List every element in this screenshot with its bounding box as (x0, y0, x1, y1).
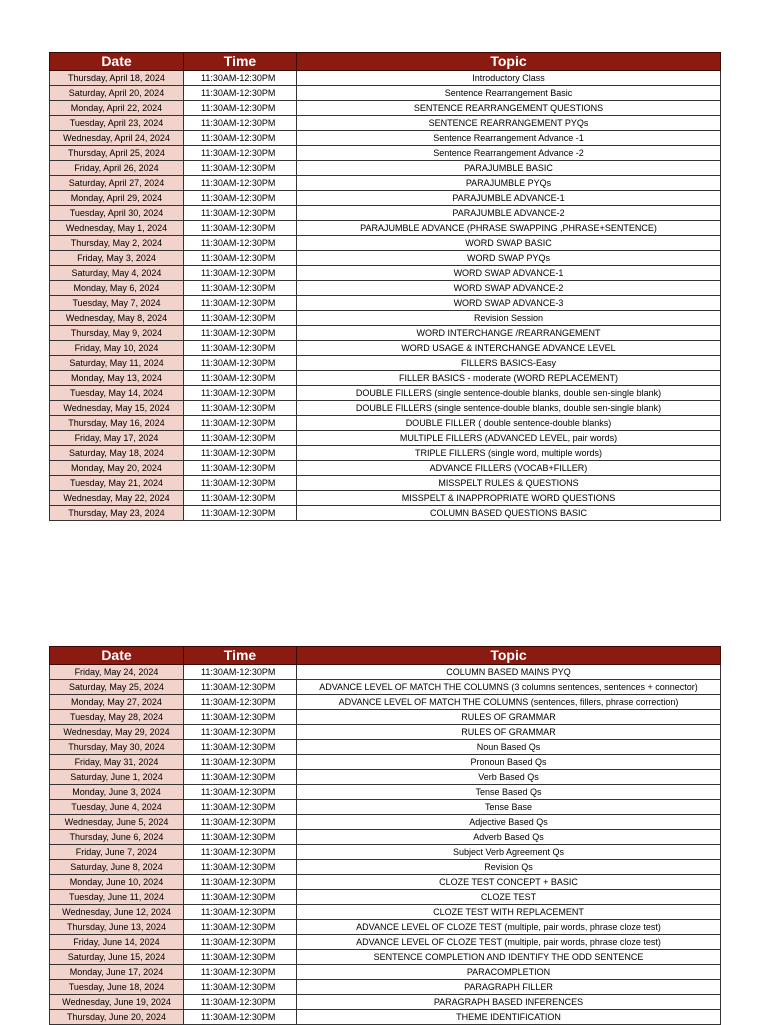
date-cell: Friday, June 14, 2024 (50, 935, 184, 950)
time-cell: 11:30AM-12:30PM (184, 191, 297, 206)
table-row (50, 116, 721, 131)
time-cell: 11:30AM-12:30PM (184, 356, 297, 371)
time-cell: 11:30AM-12:30PM (184, 755, 297, 770)
table-row (50, 710, 721, 725)
table-row (50, 371, 721, 386)
date-cell: Monday, May 6, 2024 (50, 281, 184, 296)
header-time: Time (184, 53, 297, 71)
date-cell: Monday, June 10, 2024 (50, 875, 184, 890)
date-cell: Tuesday, May 14, 2024 (50, 386, 184, 401)
topic-cell: WORD SWAP ADVANCE-3 (297, 296, 721, 311)
time-cell: 11:30AM-12:30PM (184, 665, 297, 680)
topic-cell: MISSPELT & INAPPROPRIATE WORD QUESTIONS (297, 491, 721, 506)
table-row (50, 356, 721, 371)
topic-cell: Revision Session (297, 311, 721, 326)
date-cell: Monday, May 27, 2024 (50, 695, 184, 710)
time-cell: 11:30AM-12:30PM (184, 71, 297, 86)
date-cell: Wednesday, May 15, 2024 (50, 401, 184, 416)
table-row (50, 890, 721, 905)
header-topic: Topic (297, 647, 721, 665)
time-cell: 11:30AM-12:30PM (184, 146, 297, 161)
topic-cell: Adverb Based Qs (297, 830, 721, 845)
date-cell: Monday, April 29, 2024 (50, 191, 184, 206)
table-row (50, 296, 721, 311)
time-cell: 11:30AM-12:30PM (184, 236, 297, 251)
time-cell: 11:30AM-12:30PM (184, 446, 297, 461)
time-cell: 11:30AM-12:30PM (184, 161, 297, 176)
table-row (50, 221, 721, 236)
time-cell: 11:30AM-12:30PM (184, 995, 297, 1010)
table-row (50, 725, 721, 740)
date-cell: Monday, April 22, 2024 (50, 101, 184, 116)
table-row (50, 446, 721, 461)
time-cell: 11:30AM-12:30PM (184, 206, 297, 221)
date-cell: Friday, May 24, 2024 (50, 665, 184, 680)
topic-cell: Tense Base (297, 800, 721, 815)
time-cell: 11:30AM-12:30PM (184, 116, 297, 131)
time-cell: 11:30AM-12:30PM (184, 785, 297, 800)
table-row (50, 965, 721, 980)
topic-cell: COLUMN BASED MAINS PYQ (297, 665, 721, 680)
date-cell: Saturday, April 20, 2024 (50, 86, 184, 101)
topic-cell: ADVANCE LEVEL OF CLOZE TEST (multiple, pair words, phrase cloze test) (297, 920, 721, 935)
topic-cell: Verb Based Qs (297, 770, 721, 785)
date-cell: Wednesday, June 5, 2024 (50, 815, 184, 830)
topic-cell: WORD SWAP PYQs (297, 251, 721, 266)
table-row (50, 935, 721, 950)
date-cell: Tuesday, April 23, 2024 (50, 116, 184, 131)
time-cell: 11:30AM-12:30PM (184, 680, 297, 695)
table-row (50, 860, 721, 875)
table-row (50, 740, 721, 755)
table-row (50, 506, 721, 521)
date-cell: Friday, June 7, 2024 (50, 845, 184, 860)
date-cell: Tuesday, June 18, 2024 (50, 980, 184, 995)
topic-cell: PARAGRAPH FILLER (297, 980, 721, 995)
date-cell: Tuesday, May 28, 2024 (50, 710, 184, 725)
date-cell: Thursday, May 30, 2024 (50, 740, 184, 755)
date-cell: Thursday, June 6, 2024 (50, 830, 184, 845)
topic-cell: RULES OF GRAMMAR (297, 725, 721, 740)
time-cell: 11:30AM-12:30PM (184, 506, 297, 521)
table-row (50, 401, 721, 416)
time-cell: 11:30AM-12:30PM (184, 476, 297, 491)
time-cell: 11:30AM-12:30PM (184, 326, 297, 341)
topic-cell: FILLERS BASICS-Easy (297, 356, 721, 371)
table-row (50, 281, 721, 296)
topic-cell: DOUBLE FILLERS (single sentence-double blanks, double sen-single blank) (297, 401, 721, 416)
topic-cell: WORD SWAP ADVANCE-1 (297, 266, 721, 281)
topic-cell: SENTENCE REARRANGEMENT PYQs (297, 116, 721, 131)
time-cell: 11:30AM-12:30PM (184, 431, 297, 446)
date-cell: Saturday, June 1, 2024 (50, 770, 184, 785)
time-cell: 11:30AM-12:30PM (184, 875, 297, 890)
topic-cell: SENTENCE REARRANGEMENT QUESTIONS (297, 101, 721, 116)
time-cell: 11:30AM-12:30PM (184, 221, 297, 236)
topic-cell: MULTIPLE FILLERS (ADVANCED LEVEL, pair words) (297, 431, 721, 446)
date-cell: Tuesday, June 4, 2024 (50, 800, 184, 815)
date-cell: Tuesday, April 30, 2024 (50, 206, 184, 221)
schedule-table-1 (49, 52, 721, 521)
date-cell: Saturday, June 8, 2024 (50, 860, 184, 875)
schedule-table-2 (49, 646, 721, 1025)
date-cell: Tuesday, May 21, 2024 (50, 476, 184, 491)
time-cell: 11:30AM-12:30PM (184, 845, 297, 860)
table-row (50, 995, 721, 1010)
header-date: Date (50, 53, 184, 71)
date-cell: Monday, June 17, 2024 (50, 965, 184, 980)
table-row (50, 206, 721, 221)
time-cell: 11:30AM-12:30PM (184, 401, 297, 416)
topic-cell: ADVANCE LEVEL OF CLOZE TEST (multiple, pair words, phrase cloze test) (297, 935, 721, 950)
table-row (50, 845, 721, 860)
topic-cell: Subject Verb Agreement Qs (297, 845, 721, 860)
date-cell: Wednesday, April 24, 2024 (50, 131, 184, 146)
time-cell: 11:30AM-12:30PM (184, 815, 297, 830)
table-row (50, 476, 721, 491)
table-row (50, 785, 721, 800)
topic-cell: PARAJUMBLE ADVANCE-2 (297, 206, 721, 221)
table-row (50, 146, 721, 161)
time-cell: 11:30AM-12:30PM (184, 341, 297, 356)
time-cell: 11:30AM-12:30PM (184, 266, 297, 281)
table-row (50, 491, 721, 506)
table-row (50, 755, 721, 770)
topic-cell: Sentence Rearrangement Advance -1 (297, 131, 721, 146)
table-row (50, 161, 721, 176)
time-cell: 11:30AM-12:30PM (184, 695, 297, 710)
table-row (50, 461, 721, 476)
table-row (50, 86, 721, 101)
topic-cell: COLUMN BASED QUESTIONS BASIC (297, 506, 721, 521)
date-cell: Wednesday, May 29, 2024 (50, 725, 184, 740)
table-row (50, 920, 721, 935)
header-time: Time (184, 647, 297, 665)
time-cell: 11:30AM-12:30PM (184, 251, 297, 266)
table-row (50, 251, 721, 266)
date-cell: Thursday, May 2, 2024 (50, 236, 184, 251)
time-cell: 11:30AM-12:30PM (184, 965, 297, 980)
topic-cell: Pronoun Based Qs (297, 755, 721, 770)
time-cell: 11:30AM-12:30PM (184, 371, 297, 386)
table-row (50, 665, 721, 680)
topic-cell: THEME IDENTIFICATION (297, 1010, 721, 1025)
time-cell: 11:30AM-12:30PM (184, 830, 297, 845)
date-cell: Monday, May 20, 2024 (50, 461, 184, 476)
table-header-row (50, 53, 721, 71)
date-cell: Thursday, May 9, 2024 (50, 326, 184, 341)
time-cell: 11:30AM-12:30PM (184, 296, 297, 311)
table-row (50, 311, 721, 326)
table-row (50, 695, 721, 710)
date-cell: Thursday, June 13, 2024 (50, 920, 184, 935)
time-cell: 11:30AM-12:30PM (184, 860, 297, 875)
date-cell: Saturday, May 25, 2024 (50, 680, 184, 695)
topic-cell: PARAJUMBLE PYQs (297, 176, 721, 191)
date-cell: Saturday, June 15, 2024 (50, 950, 184, 965)
date-cell: Saturday, May 18, 2024 (50, 446, 184, 461)
time-cell: 11:30AM-12:30PM (184, 740, 297, 755)
table-row (50, 101, 721, 116)
topic-cell: PARACOMPLETION (297, 965, 721, 980)
time-cell: 11:30AM-12:30PM (184, 311, 297, 326)
table-row (50, 815, 721, 830)
topic-cell: Introductory Class (297, 71, 721, 86)
topic-cell: WORD SWAP ADVANCE-2 (297, 281, 721, 296)
table-row (50, 131, 721, 146)
topic-cell: PARAGRAPH BASED INFERENCES (297, 995, 721, 1010)
time-cell: 11:30AM-12:30PM (184, 176, 297, 191)
time-cell: 11:30AM-12:30PM (184, 770, 297, 785)
date-cell: Wednesday, May 8, 2024 (50, 311, 184, 326)
table-row (50, 386, 721, 401)
table-row (50, 680, 721, 695)
date-cell: Saturday, May 11, 2024 (50, 356, 184, 371)
table-row (50, 830, 721, 845)
time-cell: 11:30AM-12:30PM (184, 725, 297, 740)
date-cell: Saturday, April 27, 2024 (50, 176, 184, 191)
table-row (50, 326, 721, 341)
time-cell: 11:30AM-12:30PM (184, 416, 297, 431)
date-cell: Monday, May 13, 2024 (50, 371, 184, 386)
date-cell: Friday, May 3, 2024 (50, 251, 184, 266)
time-cell: 11:30AM-12:30PM (184, 386, 297, 401)
date-cell: Friday, May 31, 2024 (50, 755, 184, 770)
table-header-row (50, 647, 721, 665)
date-cell: Friday, May 10, 2024 (50, 341, 184, 356)
topic-cell: RULES OF GRAMMAR (297, 710, 721, 725)
time-cell: 11:30AM-12:30PM (184, 935, 297, 950)
date-cell: Thursday, May 16, 2024 (50, 416, 184, 431)
topic-cell: PARAJUMBLE ADVANCE-1 (297, 191, 721, 206)
time-cell: 11:30AM-12:30PM (184, 86, 297, 101)
topic-cell: ADVANCE LEVEL OF MATCH THE COLUMNS (3 columns sentences, sentences + connector) (297, 680, 721, 695)
time-cell: 11:30AM-12:30PM (184, 905, 297, 920)
table-row (50, 431, 721, 446)
date-cell: Friday, April 26, 2024 (50, 161, 184, 176)
time-cell: 11:30AM-12:30PM (184, 890, 297, 905)
header-date: Date (50, 647, 184, 665)
time-cell: 11:30AM-12:30PM (184, 281, 297, 296)
time-cell: 11:30AM-12:30PM (184, 131, 297, 146)
topic-cell: CLOZE TEST WITH REPLACEMENT (297, 905, 721, 920)
topic-cell: CLOZE TEST (297, 890, 721, 905)
table-row (50, 416, 721, 431)
table-row (50, 800, 721, 815)
topic-cell: CLOZE TEST CONCEPT + BASIC (297, 875, 721, 890)
time-cell: 11:30AM-12:30PM (184, 920, 297, 935)
topic-cell: TRIPLE FILLERS (single word, multiple words) (297, 446, 721, 461)
date-cell: Tuesday, May 7, 2024 (50, 296, 184, 311)
table-row (50, 770, 721, 785)
topic-cell: SENTENCE COMPLETION AND IDENTIFY THE ODD SENTENCE (297, 950, 721, 965)
time-cell: 11:30AM-12:30PM (184, 710, 297, 725)
date-cell: Wednesday, May 1, 2024 (50, 221, 184, 236)
date-cell: Saturday, May 4, 2024 (50, 266, 184, 281)
time-cell: 11:30AM-12:30PM (184, 491, 297, 506)
table-row (50, 950, 721, 965)
topic-cell: Tense Based Qs (297, 785, 721, 800)
topic-cell: WORD USAGE & INTERCHANGE ADVANCE LEVEL (297, 341, 721, 356)
topic-cell: WORD SWAP BASIC (297, 236, 721, 251)
date-cell: Monday, June 3, 2024 (50, 785, 184, 800)
date-cell: Wednesday, May 22, 2024 (50, 491, 184, 506)
date-cell: Friday, May 17, 2024 (50, 431, 184, 446)
header-topic: Topic (297, 53, 721, 71)
time-cell: 11:30AM-12:30PM (184, 980, 297, 995)
table-row (50, 875, 721, 890)
topic-cell: Sentence Rearrangement Advance -2 (297, 146, 721, 161)
topic-cell: Adjective Based Qs (297, 815, 721, 830)
table-row (50, 1010, 721, 1025)
topic-cell: ADVANCE FILLERS (VOCAB+FILLER) (297, 461, 721, 476)
table-row (50, 176, 721, 191)
topic-cell: WORD INTERCHANGE /REARRANGEMENT (297, 326, 721, 341)
date-cell: Thursday, June 20, 2024 (50, 1010, 184, 1025)
topic-cell: Noun Based Qs (297, 740, 721, 755)
time-cell: 11:30AM-12:30PM (184, 1010, 297, 1025)
topic-cell: PARAJUMBLE ADVANCE (PHRASE SWAPPING ,PHRASE+SENTENCE) (297, 221, 721, 236)
time-cell: 11:30AM-12:30PM (184, 800, 297, 815)
topic-cell: Revision Qs (297, 860, 721, 875)
time-cell: 11:30AM-12:30PM (184, 950, 297, 965)
date-cell: Tuesday, June 11, 2024 (50, 890, 184, 905)
date-cell: Wednesday, June 12, 2024 (50, 905, 184, 920)
table-row (50, 266, 721, 281)
date-cell: Wednesday, June 19, 2024 (50, 995, 184, 1010)
time-cell: 11:30AM-12:30PM (184, 101, 297, 116)
topic-cell: Sentence Rearrangement Basic (297, 86, 721, 101)
table-row (50, 905, 721, 920)
table-row (50, 236, 721, 251)
table-row (50, 341, 721, 356)
topic-cell: FILLER BASICS - moderate (WORD REPLACEMENT) (297, 371, 721, 386)
table-row (50, 980, 721, 995)
topic-cell: PARAJUMBLE BASIC (297, 161, 721, 176)
table-row (50, 71, 721, 86)
date-cell: Thursday, May 23, 2024 (50, 506, 184, 521)
table-row (50, 191, 721, 206)
topic-cell: ADVANCE LEVEL OF MATCH THE COLUMNS (sentences, fillers, phrase correction) (297, 695, 721, 710)
topic-cell: MISSPELT RULES & QUESTIONS (297, 476, 721, 491)
topic-cell: DOUBLE FILLERS (single sentence-double blanks, double sen-single blank) (297, 386, 721, 401)
date-cell: Thursday, April 25, 2024 (50, 146, 184, 161)
date-cell: Thursday, April 18, 2024 (50, 71, 184, 86)
topic-cell: DOUBLE FILLER ( double sentence-double blanks) (297, 416, 721, 431)
time-cell: 11:30AM-12:30PM (184, 461, 297, 476)
